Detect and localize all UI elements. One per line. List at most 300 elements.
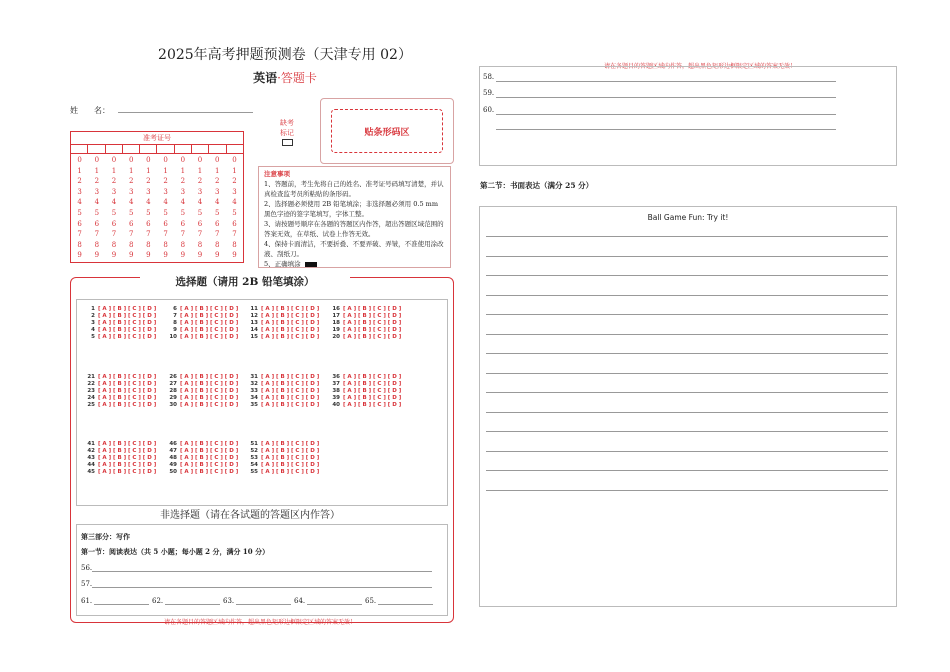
answer-line-62[interactable] xyxy=(152,597,220,605)
answer-option-bubbles[interactable]: [ A ] [ B ] [ C ] [ D ] xyxy=(180,374,239,380)
answer-option-bubbles[interactable]: [ A ] [ B ] [ C ] [ D ] xyxy=(261,455,320,461)
exam-number-digit-bubble[interactable]: 1 xyxy=(146,166,151,175)
exam-number-digit-bubble[interactable]: 4 xyxy=(77,198,82,207)
exam-number-digit-bubble[interactable]: 2 xyxy=(214,177,220,186)
exam-number-digit-bubble[interactable]: 6 xyxy=(197,219,203,228)
choice-question-row xyxy=(163,381,238,388)
exam-number-digit-bubble[interactable]: 5 xyxy=(232,208,237,217)
exam-number-digit-bubble[interactable]: 5 xyxy=(180,208,186,217)
choice-question-row xyxy=(326,402,401,409)
answer-option-bubbles[interactable]: [ A ] [ B ] [ C ] [ D ] xyxy=(98,313,157,319)
choice-question-row xyxy=(244,455,319,462)
exam-number-digit-bubble[interactable]: 1 xyxy=(197,166,203,175)
exam-number-digit-bubble[interactable]: 8 xyxy=(94,240,100,249)
question-number: 9 xyxy=(173,327,177,333)
question-number: 40 xyxy=(332,402,340,408)
exam-number-digit-bubble[interactable]: 6 xyxy=(94,219,100,228)
essay-line[interactable] xyxy=(486,236,888,237)
choice-question-row xyxy=(163,320,238,327)
exam-number-digit-bubble[interactable]: 6 xyxy=(111,219,117,228)
choice-question-row xyxy=(163,334,238,341)
answer-option-bubbles[interactable]: [ A ] [ B ] [ C ] [ D ] xyxy=(98,469,157,475)
exam-number-digit-bubble[interactable]: 2 xyxy=(111,177,117,186)
exam-number-digit-bubble[interactable]: 7 xyxy=(232,230,237,239)
question-number: 36 xyxy=(332,374,340,380)
absent-checkbox[interactable] xyxy=(282,139,293,146)
answer-option-bubbles[interactable]: [ A ] [ B ] [ C ] [ D ] xyxy=(98,448,157,454)
exam-number-write-row xyxy=(71,145,243,154)
exam-number-digit-bubble[interactable]: 5 xyxy=(77,208,82,217)
exam-number-digit-bubble[interactable]: 2 xyxy=(180,177,186,186)
answer-option-bubbles[interactable]: [ A ] [ B ] [ C ] [ D ] xyxy=(343,334,402,340)
exam-number-write-cell[interactable] xyxy=(140,145,157,153)
exam-number-digit-bubble[interactable]: 7 xyxy=(77,230,82,239)
notice-item: 2、选择题必须使用 2B 铅笔填涂；非选择题必须用 0.5 mm 黑色字迹的签字笔填写，字体工整。 xyxy=(264,200,438,218)
answer-line-57[interactable] xyxy=(81,580,432,588)
exam-number-digit-bubble[interactable]: 4 xyxy=(128,198,134,207)
exam-number-digit-bubble[interactable]: 8 xyxy=(197,240,203,249)
exam-number-digit-bubble[interactable]: 5 xyxy=(146,208,151,217)
exam-number-write-cell[interactable] xyxy=(106,145,123,153)
exam-number-digit-bubble[interactable]: 3 xyxy=(163,187,168,196)
question-number: 43 xyxy=(87,455,95,461)
exam-number-digit-bubble[interactable]: 8 xyxy=(146,240,151,249)
choice-question-row xyxy=(81,462,156,469)
sheet-label: 答题卡 xyxy=(280,71,317,85)
exam-number-digit-bubble[interactable]: 7 xyxy=(180,230,186,239)
exam-number-digit-bubble[interactable]: 9 xyxy=(180,251,186,260)
exam-number-digit-bubble[interactable]: 3 xyxy=(77,187,82,196)
answer-option-bubbles[interactable]: [ A ] [ B ] [ C ] [ D ] xyxy=(98,374,157,380)
exam-number-digit-bubble[interactable]: 8 xyxy=(128,240,134,249)
exam-number-digit-bubble[interactable]: 6 xyxy=(232,219,237,228)
exam-number-digit-bubble[interactable]: 9 xyxy=(232,251,237,260)
question-number: 34 xyxy=(250,395,258,401)
answer-option-bubbles[interactable]: [ A ] [ B ] [ C ] [ D ] xyxy=(98,441,157,447)
question-number: 45 xyxy=(87,469,95,475)
exam-number-digit-bubble[interactable]: 1 xyxy=(163,166,168,175)
notice-title: 注意事项 xyxy=(264,170,290,178)
exam-number-digit-bubble[interactable]: 3 xyxy=(146,187,151,196)
answer-option-bubbles[interactable]: [ A ] [ B ] [ C ] [ D ] xyxy=(261,448,320,454)
choice-question-row xyxy=(81,469,156,476)
exam-number-digit-bubble[interactable]: 6 xyxy=(214,219,220,228)
exam-number-digit-bubble[interactable]: 3 xyxy=(232,187,237,196)
question-number: 55 xyxy=(250,469,258,475)
exam-number-digit-bubble[interactable]: 8 xyxy=(111,240,117,249)
choice-question-row xyxy=(81,441,156,448)
part3-title: 第三部分：写作 xyxy=(81,532,130,541)
exam-number-write-cell[interactable] xyxy=(209,145,226,153)
exam-number-digit-bubble[interactable]: 8 xyxy=(214,240,220,249)
exam-number-digit-bubble[interactable]: 2 xyxy=(77,177,82,186)
answer-option-bubbles[interactable]: [ A ] [ B ] [ C ] [ D ] xyxy=(98,306,157,312)
exam-number-column xyxy=(226,154,243,261)
exam-number-digit-bubble[interactable]: 7 xyxy=(214,230,220,239)
notice-item: 4、保持卡面清洁，不要折叠、不要弄破、弄皱，不准使用涂改液、刮纸刀。 xyxy=(264,240,444,258)
exam-number-digit-bubble[interactable]: 5 xyxy=(128,208,134,217)
answer-option-bubbles[interactable]: [ A ] [ B ] [ C ] [ D ] xyxy=(98,334,157,340)
answer-option-bubbles[interactable]: [ A ] [ B ] [ C ] [ D ] xyxy=(180,462,239,468)
exam-number-digit-bubble[interactable]: 6 xyxy=(77,219,82,228)
answer-line-59[interactable] xyxy=(496,97,836,98)
exam-number-digit-bubble[interactable]: 0 xyxy=(163,156,168,164)
answer-line-64[interactable] xyxy=(294,597,362,605)
question-number: 37 xyxy=(332,381,340,387)
choice-question-row xyxy=(326,306,401,313)
exam-number-digit-bubble[interactable]: 6 xyxy=(146,219,151,228)
question-number: 62. xyxy=(152,597,164,605)
question-number: 63. xyxy=(223,597,235,605)
absent-label-2: 标记 xyxy=(280,129,294,137)
question-number: 6 xyxy=(173,306,177,312)
exam-number-digit-bubble[interactable]: 8 xyxy=(180,240,186,249)
choice-question-row xyxy=(244,306,319,313)
notice-item: 5、正确填涂 xyxy=(264,260,301,268)
question-number: 35 xyxy=(250,402,258,408)
question-number: 49 xyxy=(169,462,177,468)
answer-option-bubbles[interactable]: [ A ] [ B ] [ C ] [ D ] xyxy=(343,313,402,319)
question-number: 4 xyxy=(91,327,95,333)
name-label: 姓 名： xyxy=(70,106,110,115)
essay-line[interactable] xyxy=(486,314,888,315)
essay-line[interactable] xyxy=(486,412,888,413)
absent-mark xyxy=(280,118,294,146)
question-number: 65. xyxy=(365,597,377,605)
section2-title: 第二节：书面表达（满分 25 分） xyxy=(480,181,594,190)
exam-number-digit-bubble[interactable]: 2 xyxy=(94,177,100,186)
exam-number-digit-bubble[interactable]: 2 xyxy=(197,177,203,186)
question-number: 23 xyxy=(87,388,95,394)
answer-option-bubbles[interactable]: [ A ] [ B ] [ C ] [ D ] xyxy=(180,448,239,454)
answer-option-bubbles[interactable]: [ A ] [ B ] [ C ] [ D ] xyxy=(261,306,320,312)
exam-number-digit-bubble[interactable]: 9 xyxy=(214,251,220,260)
choice-question-row xyxy=(81,320,156,327)
exam-number-digit-bubble[interactable]: 3 xyxy=(197,187,203,196)
exam-number-column xyxy=(140,154,157,261)
question-number: 32 xyxy=(250,381,258,387)
name-row xyxy=(70,104,253,116)
answer-option-bubbles[interactable]: [ A ] [ B ] [ C ] [ D ] xyxy=(261,320,320,326)
subject-label: 英语 xyxy=(253,71,278,85)
question-number: 47 xyxy=(169,448,177,454)
answer-option-bubbles[interactable]: [ A ] [ B ] [ C ] [ D ] xyxy=(180,441,239,447)
exam-number-digit-bubble[interactable]: 9 xyxy=(77,251,82,260)
choice-question-row xyxy=(81,402,156,409)
question-number: 11 xyxy=(250,306,258,312)
answer-option-bubbles[interactable]: [ A ] [ B ] [ C ] [ D ] xyxy=(98,327,157,333)
exam-number-write-cell[interactable] xyxy=(227,145,243,153)
exam-number-digit-bubble[interactable]: 1 xyxy=(214,166,220,175)
answer-option-bubbles[interactable]: [ A ] [ B ] [ C ] [ D ] xyxy=(261,441,320,447)
exam-number-digit-bubble[interactable]: 4 xyxy=(180,198,186,207)
exam-number-digit-bubble[interactable]: 2 xyxy=(146,177,151,186)
answer-option-bubbles[interactable]: [ A ] [ B ] [ C ] [ D ] xyxy=(343,395,402,401)
exam-number-digit-bubble[interactable]: 0 xyxy=(111,156,117,164)
choice-question-row xyxy=(163,306,238,313)
answer-option-bubbles[interactable]: [ A ] [ B ] [ C ] [ D ] xyxy=(180,388,239,394)
answer-option-bubbles[interactable]: [ A ] [ B ] [ C ] [ D ] xyxy=(343,381,402,387)
exam-number-digit-bubble[interactable]: 0 xyxy=(128,156,134,164)
answer-option-bubbles[interactable]: [ A ] [ B ] [ C ] [ D ] xyxy=(98,462,157,468)
exam-number-write-cell[interactable] xyxy=(123,145,140,153)
answer-option-bubbles[interactable]: [ A ] [ B ] [ C ] [ D ] xyxy=(261,388,320,394)
choice-question-row xyxy=(163,388,238,395)
answer-option-bubbles[interactable]: [ A ] [ B ] [ C ] [ D ] xyxy=(261,374,320,380)
exam-number-digit-bubble[interactable]: 6 xyxy=(128,219,134,228)
essay-line[interactable] xyxy=(486,392,888,393)
essay-line[interactable] xyxy=(486,373,888,374)
question-number: 29 xyxy=(169,395,177,401)
exam-number-digit-bubble[interactable]: 5 xyxy=(94,208,100,217)
exam-number-digit-bubble[interactable]: 9 xyxy=(163,251,168,260)
exam-number-title: 准考证号 xyxy=(71,132,243,145)
exam-number-write-cell[interactable] xyxy=(71,145,88,153)
answer-option-bubbles[interactable]: [ A ] [ B ] [ C ] [ D ] xyxy=(180,381,239,387)
exam-number-digit-bubble[interactable]: 1 xyxy=(232,166,237,175)
question-number: 24 xyxy=(87,395,95,401)
answer-option-bubbles[interactable]: [ A ] [ B ] [ C ] [ D ] xyxy=(180,320,239,326)
question-number: 25 xyxy=(87,402,95,408)
answer-line-63[interactable] xyxy=(223,597,291,605)
exam-number-digit-bubble[interactable]: 0 xyxy=(232,156,237,164)
exam-number-digit-bubble[interactable]: 3 xyxy=(214,187,220,196)
question-number: 27 xyxy=(169,381,177,387)
exam-number-column xyxy=(157,154,174,261)
answer-option-bubbles[interactable]: [ A ] [ B ] [ C ] [ D ] xyxy=(180,455,239,461)
exam-number-digit-bubble[interactable]: 3 xyxy=(94,187,100,196)
choice-question-row xyxy=(244,388,319,395)
question-number-60: 60. xyxy=(483,106,495,114)
exam-number-write-cell[interactable] xyxy=(175,145,192,153)
exam-number-write-cell[interactable] xyxy=(88,145,105,153)
subtitle-dot: · xyxy=(277,71,281,85)
nonchoice-heading: 非选择题（请在各试题的答题区内作答） xyxy=(160,510,340,521)
choice-question-row xyxy=(244,313,319,320)
choice-question-row xyxy=(244,334,319,341)
essay-line[interactable] xyxy=(486,256,888,257)
answer-option-bubbles[interactable]: [ A ] [ B ] [ C ] [ D ] xyxy=(261,327,320,333)
exam-number-column xyxy=(105,154,122,261)
choice-question-row xyxy=(326,313,401,320)
answer-option-bubbles[interactable]: [ A ] [ B ] [ C ] [ D ] xyxy=(180,334,239,340)
question-number: 10 xyxy=(169,334,177,340)
essay-line[interactable] xyxy=(486,334,888,335)
essay-title: Ball Game Fun: Try it! xyxy=(647,213,729,222)
notice-item: 3、请按题号顺序在各题的答题区内作答，超出答题区域范围的答案无效，在草纸、试卷上作答无效。 xyxy=(264,220,444,238)
essay-line[interactable] xyxy=(486,353,888,354)
exam-number-digit-bubble[interactable]: 8 xyxy=(163,240,168,249)
choice-question-row xyxy=(81,455,156,462)
top-warning: 请在各题目的答题区域内作答，超出黑色矩形边框限定区域的答案无效！ xyxy=(603,63,796,70)
question-number: 42 xyxy=(87,448,95,454)
exam-number-digit-bubble[interactable]: 4 xyxy=(94,198,100,207)
exam-number-digit-bubble[interactable]: 7 xyxy=(146,230,151,239)
exam-number-digit-bubble[interactable]: 3 xyxy=(111,187,117,196)
question-number: 44 xyxy=(87,462,95,468)
answer-option-bubbles[interactable]: [ A ] [ B ] [ C ] [ D ] xyxy=(343,320,402,326)
exam-number-digit-bubble[interactable]: 8 xyxy=(77,240,82,249)
exam-number-digit-bubble[interactable]: 1 xyxy=(94,166,100,175)
question-number-58: 58. xyxy=(483,73,495,81)
exam-number-digit-bubble[interactable]: 5 xyxy=(111,208,117,217)
answer-option-bubbles[interactable]: [ A ] [ B ] [ C ] [ D ] xyxy=(98,402,157,408)
exam-number-digit-bubble[interactable]: 3 xyxy=(180,187,186,196)
choice-question-row xyxy=(81,374,156,381)
question-number: 19 xyxy=(332,327,340,333)
exam-number-column xyxy=(191,154,208,261)
answer-option-bubbles[interactable]: [ A ] [ B ] [ C ] [ D ] xyxy=(261,313,320,319)
exam-number-digit-bubble[interactable]: 9 xyxy=(146,251,151,260)
choice-question-row xyxy=(326,388,401,395)
question-number: 31 xyxy=(250,374,258,380)
answer-option-bubbles[interactable]: [ A ] [ B ] [ C ] [ D ] xyxy=(98,320,157,326)
answer-option-bubbles[interactable]: [ A ] [ B ] [ C ] [ D ] xyxy=(343,374,402,380)
exam-number-digit-bubble[interactable]: 0 xyxy=(197,156,203,164)
answer-option-bubbles[interactable]: [ A ] [ B ] [ C ] [ D ] xyxy=(180,306,239,312)
notice-box xyxy=(258,166,451,268)
question-number: 54 xyxy=(250,462,258,468)
exam-number-digit-bubble[interactable]: 4 xyxy=(111,198,117,207)
exam-number-digit-bubble[interactable]: 4 xyxy=(197,198,203,207)
essay-line[interactable] xyxy=(486,431,888,432)
exam-number-digit-bubble[interactable]: 6 xyxy=(163,219,168,228)
answer-option-bubbles[interactable]: [ A ] [ B ] [ C ] [ D ] xyxy=(343,388,402,394)
name-field[interactable] xyxy=(118,104,253,113)
choice-heading: 选择题（请用 2B 铅笔填涂） xyxy=(140,274,350,289)
exam-number-digit-bubble[interactable]: 2 xyxy=(232,177,237,186)
answer-option-bubbles[interactable]: [ A ] [ B ] [ C ] [ D ] xyxy=(180,395,239,401)
answer-option-bubbles[interactable]: [ A ] [ B ] [ C ] [ D ] xyxy=(261,402,320,408)
exam-number-digit-bubble[interactable]: 6 xyxy=(180,219,186,228)
question-number: 20 xyxy=(332,334,340,340)
question-number: 12 xyxy=(250,313,258,319)
essay-line[interactable] xyxy=(486,295,888,296)
exam-number-digit-bubble[interactable]: 9 xyxy=(197,251,203,260)
choice-question-row xyxy=(244,448,319,455)
exam-number-digit-bubble[interactable]: 9 xyxy=(128,251,134,260)
exam-number-digit-bubble[interactable]: 7 xyxy=(94,230,100,239)
question-number: 17 xyxy=(332,313,340,319)
exam-number-digit-bubble[interactable]: 0 xyxy=(77,156,82,164)
answer-line-58[interactable] xyxy=(496,81,836,82)
exam-number-digit-bubble[interactable]: 8 xyxy=(232,240,237,249)
exam-number-column xyxy=(209,154,226,261)
answer-option-bubbles[interactable]: [ A ] [ B ] [ C ] [ D ] xyxy=(98,388,157,394)
essay-line[interactable] xyxy=(486,275,888,276)
exam-number-digit-bubble[interactable]: 5 xyxy=(214,208,220,217)
answer-option-bubbles[interactable]: [ A ] [ B ] [ C ] [ D ] xyxy=(261,469,320,475)
exam-number-digit-bubble[interactable]: 4 xyxy=(163,198,168,207)
answer-option-bubbles[interactable]: [ A ] [ B ] [ C ] [ D ] xyxy=(261,395,320,401)
answer-option-bubbles[interactable]: [ A ] [ B ] [ C ] [ D ] xyxy=(261,334,320,340)
exam-number-digit-bubble[interactable]: 2 xyxy=(128,177,134,186)
exam-number-digit-bubble[interactable]: 0 xyxy=(180,156,186,164)
exam-number-digit-bubble[interactable]: 7 xyxy=(111,230,117,239)
answer-option-bubbles[interactable]: [ A ] [ B ] [ C ] [ D ] xyxy=(261,381,320,387)
answer-option-bubbles[interactable]: [ A ] [ B ] [ C ] [ D ] xyxy=(180,402,239,408)
answer-line-60[interactable] xyxy=(496,114,836,115)
answer-option-bubbles[interactable]: [ A ] [ B ] [ C ] [ D ] xyxy=(180,327,239,333)
exam-number-digit-bubble[interactable]: 4 xyxy=(214,198,220,207)
question-number: 51 xyxy=(250,441,258,447)
answer-option-bubbles[interactable]: [ A ] [ B ] [ C ] [ D ] xyxy=(180,313,239,319)
answer-option-bubbles[interactable]: [ A ] [ B ] [ C ] [ D ] xyxy=(98,455,157,461)
essay-line[interactable] xyxy=(486,490,888,491)
question-number: 16 xyxy=(332,306,340,312)
answer-option-bubbles[interactable]: [ A ] [ B ] [ C ] [ D ] xyxy=(98,395,157,401)
exam-number-digit-bubble[interactable]: 2 xyxy=(163,177,168,186)
answer-option-bubbles[interactable]: [ A ] [ B ] [ C ] [ D ] xyxy=(343,306,402,312)
exam-number-digit-bubble[interactable]: 0 xyxy=(214,156,220,164)
choice-question-row xyxy=(244,462,319,469)
exam-number-digit-bubble[interactable]: 3 xyxy=(128,187,134,196)
question-number: 5 xyxy=(91,334,95,340)
notice-item-fill-example xyxy=(264,259,445,269)
answer-line-56[interactable] xyxy=(81,564,432,572)
reading-expression-box xyxy=(76,524,448,616)
exam-number-digit-bubble[interactable]: 5 xyxy=(163,208,168,217)
exam-number-digit-bubble[interactable]: 0 xyxy=(94,156,100,164)
choice-question-row xyxy=(163,395,238,402)
question-number: 13 xyxy=(250,320,258,326)
answer-option-bubbles[interactable]: [ A ] [ B ] [ C ] [ D ] xyxy=(261,462,320,468)
choice-question-row xyxy=(163,455,238,462)
choice-question-row xyxy=(163,462,238,469)
essay-line[interactable] xyxy=(486,470,888,471)
exam-number-digit-bubble[interactable]: 1 xyxy=(77,166,82,175)
essay-line[interactable] xyxy=(486,451,888,452)
question-number: 61. xyxy=(81,597,93,605)
choice-question-row xyxy=(81,334,156,341)
exam-number-digit-bubble[interactable]: 1 xyxy=(180,166,186,175)
exam-number-digit-bubble[interactable]: 7 xyxy=(128,230,134,239)
answer-option-bubbles[interactable]: [ A ] [ B ] [ C ] [ D ] xyxy=(343,327,402,333)
choice-question-row xyxy=(81,327,156,334)
notice-item: 1、答题前，考生先将自己的姓名、准考证号码填写清楚，并认真检查监考员所粘贴的条形码。 xyxy=(264,180,444,198)
exam-number-digit-bubble[interactable]: 9 xyxy=(94,251,100,260)
exam-number-digit-bubble[interactable]: 9 xyxy=(111,251,117,260)
question-number: 64. xyxy=(294,597,306,605)
exam-number-digit-bubble[interactable]: 7 xyxy=(163,230,168,239)
exam-number-digit-bubble[interactable]: 7 xyxy=(197,230,203,239)
question-number: 33 xyxy=(250,388,258,394)
choice-question-row xyxy=(326,381,401,388)
answer-line-65[interactable] xyxy=(365,597,433,605)
question-number-59: 59. xyxy=(483,89,495,97)
exam-number-write-cell[interactable] xyxy=(192,145,209,153)
question-number: 14 xyxy=(250,327,258,333)
answer-option-bubbles[interactable]: [ A ] [ B ] [ C ] [ D ] xyxy=(343,402,402,408)
barcode-label: 贴条形码区 xyxy=(331,109,443,153)
question-number: 15 xyxy=(250,334,258,340)
answer-line-60-continued[interactable] xyxy=(496,129,836,130)
choice-question-row xyxy=(244,441,319,448)
exam-number-digit-bubble[interactable]: 5 xyxy=(197,208,203,217)
choice-question-row xyxy=(244,374,319,381)
exam-number-digit-bubble[interactable]: 4 xyxy=(146,198,151,207)
answer-option-bubbles[interactable]: [ A ] [ B ] [ C ] [ D ] xyxy=(180,469,239,475)
answer-option-bubbles[interactable]: [ A ] [ B ] [ C ] [ D ] xyxy=(98,381,157,387)
exam-number-write-cell[interactable] xyxy=(157,145,174,153)
exam-number-digit-bubble[interactable]: 1 xyxy=(111,166,117,175)
barcode-area xyxy=(320,98,454,164)
choice-question-row xyxy=(244,402,319,409)
exam-number-digit-bubble[interactable]: 4 xyxy=(232,198,237,207)
exam-number-digit-bubble[interactable]: 0 xyxy=(146,156,151,164)
answer-line-61[interactable] xyxy=(81,597,149,605)
exam-number-digit-bubble[interactable]: 1 xyxy=(128,166,134,175)
